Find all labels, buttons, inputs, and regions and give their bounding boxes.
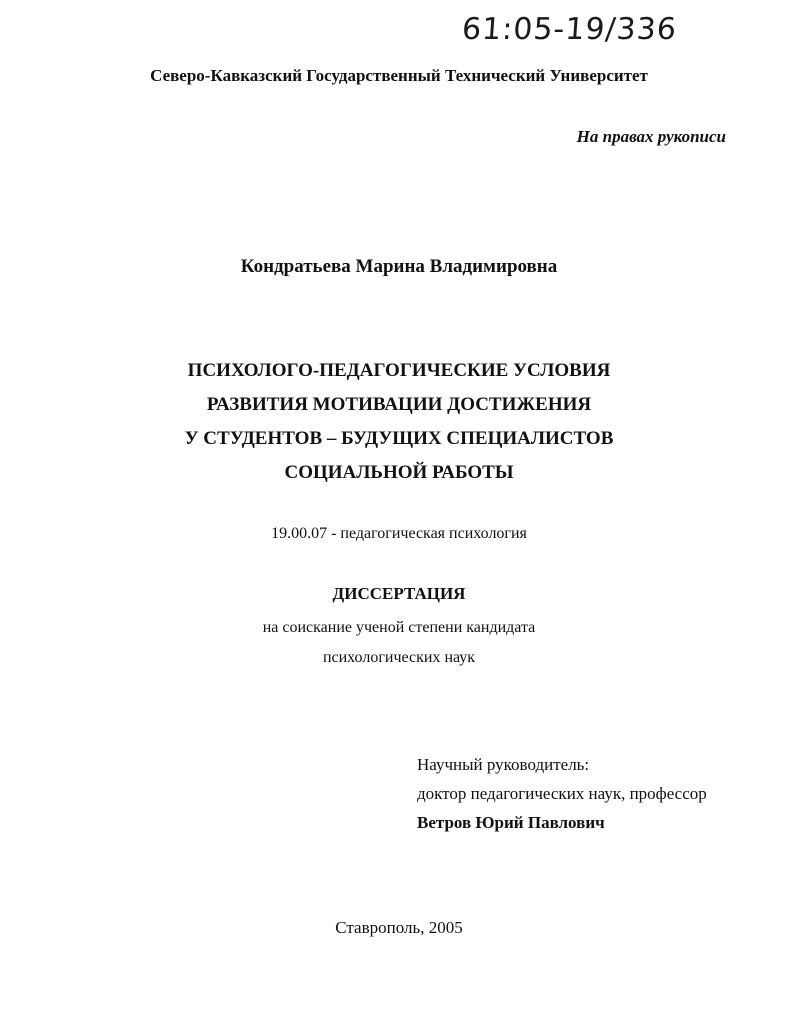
title-line: РАЗВИТИЯ МОТИВАЦИИ ДОСТИЖЕНИЯ	[206, 394, 592, 415]
supervisor-name: Ветров Юрий Павлович	[417, 813, 605, 832]
specialty-code: 19.00.07 - педагогическая психология	[271, 525, 527, 542]
archive-number-stamp: 61:05-19/336	[460, 12, 679, 47]
title-line: СОЦИАЛЬНОЙ РАБОТЫ	[284, 462, 514, 483]
supervisor-block	[417, 750, 707, 837]
document-type: ДИССЕРТАЦИЯ	[332, 584, 466, 603]
title-line: ПСИХОЛОГО-ПЕДАГОГИЧЕСКИЕ УСЛОВИЯ	[187, 360, 611, 381]
city-year: Ставрополь, 2005	[335, 918, 463, 937]
title-line: У СТУДЕНТОВ – БУДУЩИХ СПЕЦИАЛИСТОВ	[184, 428, 614, 449]
university-name: Северо-Кавказский Государственный Технический Университет	[150, 66, 648, 85]
degree-line: психологических наук	[322, 649, 476, 666]
degree-line: на соискание ученой степени кандидата	[262, 619, 536, 636]
supervisor-label: Научный руководитель:	[417, 755, 590, 774]
degree-description	[0, 613, 798, 673]
supervisor-credentials: доктор педагогических наук, профессор	[417, 784, 707, 803]
rights-note: На правах рукописи	[576, 127, 726, 146]
dissertation-title	[0, 354, 798, 490]
author-name: Кондратьева Марина Владимировна	[240, 256, 558, 277]
